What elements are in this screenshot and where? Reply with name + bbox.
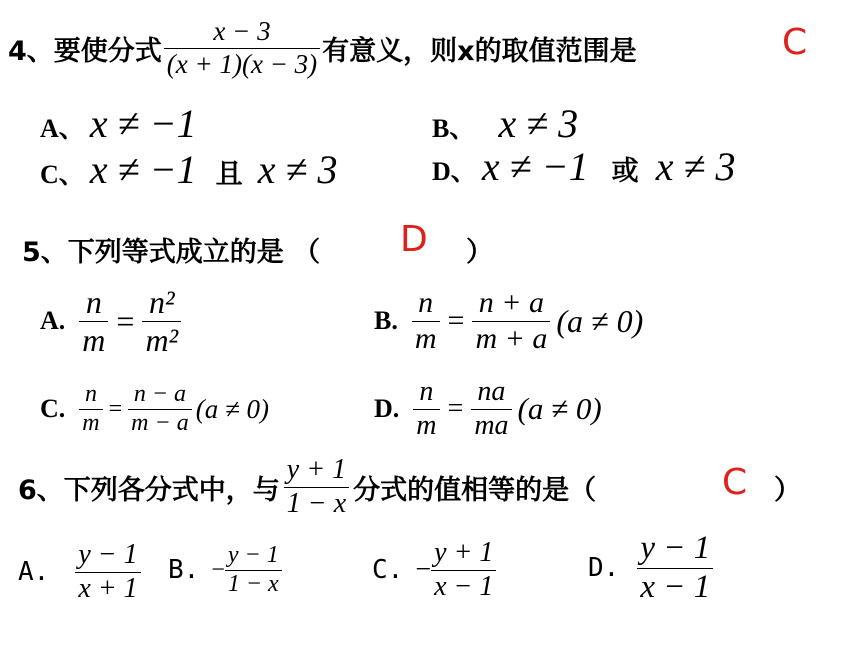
q5-answer: D [400,219,428,260]
q5-c-condition: (a ≠ 0) [195,393,270,424]
q5-d-right-fraction: $\frac{na}{ma}$ [471,376,511,441]
q5-close: ） [466,237,493,268]
q5-stem: 5、下列等式成立的是 （ [22,237,321,268]
q6-b-fraction: $\frac{y - 1}{1 - x}$ [225,542,282,598]
q4-option-a-expr: x ≠ −1 [89,101,197,146]
q6-answer: C [722,462,748,503]
q4-option-c-expr1: x ≠ −1 [89,147,197,192]
q5-d-left-fraction: $\frac{n}{m}$ [413,376,439,441]
q6-suffix: 分式的值相等的是（ [353,474,597,506]
q4-fraction [164,16,320,79]
q4-option-d-expr2: x ≠ 3 [655,144,736,189]
equals-sign: = [447,304,465,337]
q6-c-fraction: $\frac{y + 1}{x - 1}$ [431,537,496,602]
q6-b-sign: − [211,556,225,583]
q4-option-b-expr: x ≠ 3 [498,101,579,146]
q6-option-d: D. $\frac{y - 1}{x - 1}$ [588,522,713,614]
q5-a-left-fraction: $\frac{n}{m}$ [79,284,108,359]
q4-stem: 4、要使分式 [8,35,162,67]
q5-c-left-fraction: $\frac{n}{m}$ [79,381,102,437]
question-4 [8,8,637,88]
q6-a-fraction: $\frac{y - 1}{x + 1}$ [75,539,140,604]
q4-denominator: (x + 1)(x − 3) [166,48,318,79]
q5-b-right-fraction: $\frac{n + a}{m + a}$ [472,286,550,356]
q5-a-right-fraction: $\frac{\text{n²}}{\text{m²}}$ [142,284,181,359]
q5-option-c: C. $\frac{n}{m}$ = $\frac{n - a}{m - a}$ (a ≠ 0) [40,380,270,436]
question-6 [18,446,596,528]
q6-d-fraction: $\frac{y - 1}{x - 1}$ [637,530,713,607]
q6-stem: 6、下列各分式中，与 [18,474,280,506]
q4-option-c: C、 x ≠ −1 且 x ≠ 3 [40,147,338,192]
q5-b-left-fraction: $\frac{n}{m}$ [412,286,440,356]
q5-c-right-fraction: $\frac{n - a}{m - a}$ [128,381,192,437]
q6-fraction: $\frac{y + 1}{1 - x}$ [284,454,349,519]
q6-option-a: A. $\frac{y - 1}{x + 1}$ [18,530,141,614]
q6-option-b: B. − $\frac{y - 1}{1 - x}$ [168,532,282,608]
q4-option-d-expr1: x ≠ −1 [481,144,589,189]
q4-option-d-conj: 或 [611,156,639,187]
q6-close: ） [774,475,801,506]
q4-answer: C [782,22,808,63]
q4-suffix: 有意义，则x的取值范围是 [322,35,637,67]
equals-sign: = [108,395,123,422]
q5-b-condition: (a ≠ 0) [556,302,644,339]
q4-option-d: D、 x ≠ −1 或 x ≠ 3 [432,144,736,189]
q4-option-c-conj: 且 [215,159,243,190]
q4-option-c-expr2: x ≠ 3 [257,147,338,192]
equals-sign: = [116,302,135,339]
q4-option-a: A、 x ≠ −1 [40,101,197,146]
q5-option-d: D. $\frac{n}{m}$ = $\frac{na}{ma}$ (a ≠ 0) [374,376,602,441]
q5-option-a: A. $\frac{n}{m}$ = $\frac{\text{n²}}{\text{m²}}$ [40,276,181,366]
q4-numerator: x − 3 [213,16,271,47]
q5-d-condition: (a ≠ 0) [517,391,602,426]
q6-option-c: C. − $\frac{y + 1}{x - 1}$ [372,528,496,612]
equals-sign: = [447,393,464,424]
q4-option-b: B、 x ≠ 3 [432,101,579,146]
q5-option-b: B. $\frac{n}{m}$ = $\frac{n + a}{m + a}$ (a ≠ 0) [374,286,644,355]
q6-c-sign: − [415,554,432,585]
